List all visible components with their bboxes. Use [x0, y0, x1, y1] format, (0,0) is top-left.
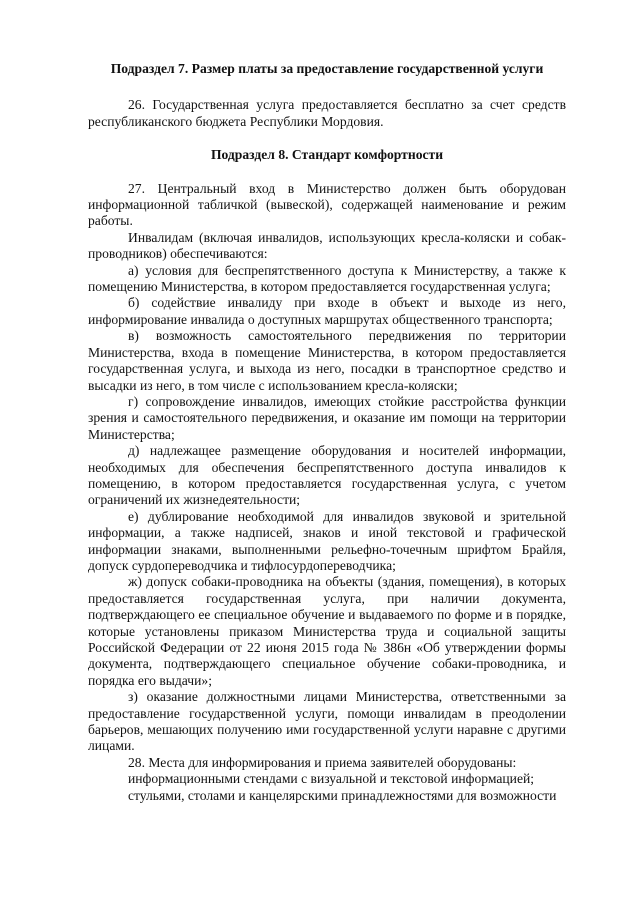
list-item-z: з) оказание должностными лицами Министерства, ответственными за предоставление государственной услуги, помощи инвалидам в преодолении барьеров, мешающих получению ими государственной услуги наравне с другими лицами. — [88, 689, 566, 754]
paragraph-disabled-persons: Инвалидам (включая инвалидов, использующих кресла-коляски и собак-проводников) обеспечиваются: — [88, 229, 566, 262]
paragraph-28-item-2: стульями, столами и канцелярскими принадлежностями для возможности — [128, 787, 557, 803]
paragraph-26: 26. Государственная услуга предоставляется бесплатно за счет средств республиканского бюджета Республики Мордовия. — [88, 97, 566, 129]
spacer — [88, 164, 566, 181]
list-item-e: е) дублирование необходимой для инвалидов звуковой и зрительной информации, а также надписей, знаков и иной текстовой и графической информации знаками, выполненными рельефно-точечным шрифтом Брайля, допуск сурдопереводчика и тифлосурдопереводчика; — [88, 508, 566, 573]
document-body — [88, 61, 566, 804]
list-item-a: а) условия для беспрепятственного доступа к Министерству, а также к помещению Министерства, в котором предоставляется государственная услуга; — [88, 262, 566, 295]
spacer — [88, 130, 566, 147]
spacer — [88, 77, 566, 97]
list-item-v: в) возможность самостоятельного передвижения по территории Министерства, входа в помещение Министерства, в котором предоставляется государственная услуга, и выхода из него, посадки в транспортное средство и высадки из него, в том числе с использованием кресла-коляски; — [88, 328, 566, 393]
paragraph-28: 28. Места для информирования и приема заявителей оборудованы: — [128, 754, 517, 770]
paragraph-28-item-1: информационными стендами с визуальной и текстовой информацией; — [128, 771, 535, 787]
section-heading-8: Подраздел 8. Стандарт комфортности — [210, 147, 444, 163]
list-item-b: б) содействие инвалиду при входе в объект и выходе из него, информирование инвалида о доступных маршрутах общественного транспорта; — [88, 295, 566, 327]
list-item-zh: ж) допуск собаки-проводника на объекты (здания, помещения), в которых предоставляется государственная услуга, при наличии документа, подтверждающего ее специальное обучение и выдаваемого по форме и в порядке, которые установлены приказом Министерства труда и социальной защиты Российской Федерации от 22 июня 2015 года № 386н «Об утверждении формы документа, подтверждающего специальное обучение собаки-проводника, и порядка его выдачи»; — [88, 574, 566, 688]
paragraph-27: 27. Центральный вход в Министерство должен быть оборудован информационной табличкой (вывеской), содержащей наименование и режим работы. — [88, 180, 566, 229]
section-heading-7: Подраздел 7. Размер платы за предоставление государственной услуги — [110, 61, 544, 76]
list-item-g: г) сопровождение инвалидов, имеющих стойкие расстройства функции зрения и самостоятельного передвижения, и оказание им помощи на территории Министерства; — [88, 393, 566, 442]
list-item-d: д) надлежащее размещение оборудования и носителей информации, необходимых для обеспечения беспрепятственного доступа инвалидов к помещению, в котором предоставляется государственная услуга, с учетом ограничений их жизнедеятельности; — [88, 443, 566, 508]
